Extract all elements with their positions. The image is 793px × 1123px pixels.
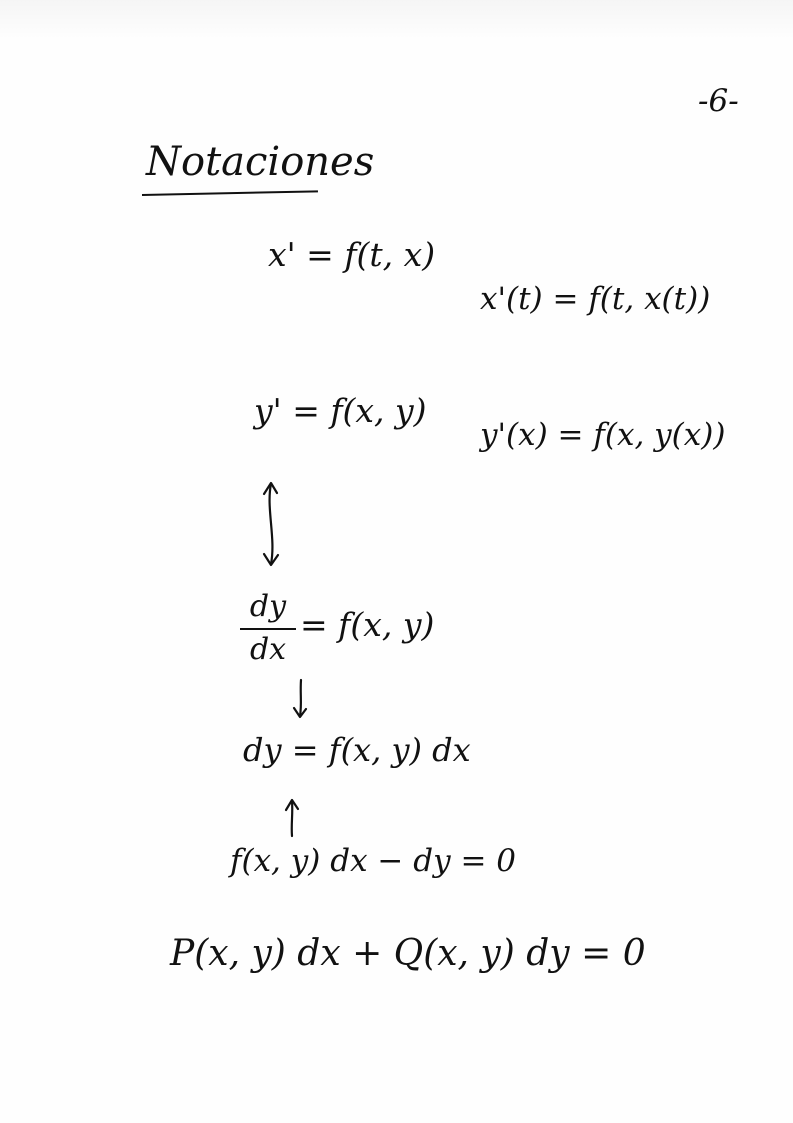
heading-underline xyxy=(142,190,318,196)
equation-y-prime: y' = f(x, y) xyxy=(254,391,427,430)
fraction-denominator: dx xyxy=(249,632,287,667)
page-heading: Notaciones xyxy=(146,139,375,185)
equation-p-q-form: P(x, y) dx + Q(x, y) dy = 0 xyxy=(170,933,646,974)
equation-dy-dx-rhs: = f(x, y) xyxy=(300,605,435,644)
equation-x-prime: x' = f(t, x) xyxy=(268,235,436,274)
page-number: -6- xyxy=(698,83,739,119)
fraction-numerator: dy xyxy=(249,589,287,624)
equation-y-prime-of-x: y'(x) = f(x, y(x)) xyxy=(480,417,726,453)
scan-edge-shadow xyxy=(0,0,793,40)
fraction-bar xyxy=(240,628,296,630)
up-arrow-icon xyxy=(280,796,304,840)
equation-f-dx-minus-dy: f(x, y) dx − dy = 0 xyxy=(230,843,516,879)
down-arrow-icon xyxy=(288,676,312,722)
fraction-dy-dx xyxy=(240,589,296,667)
double-vertical-arrow-icon xyxy=(256,478,286,570)
equation-x-prime-of-t: x'(t) = f(t, x(t)) xyxy=(480,281,711,317)
equation-dy-differential: dy = f(x, y) dx xyxy=(243,731,471,769)
